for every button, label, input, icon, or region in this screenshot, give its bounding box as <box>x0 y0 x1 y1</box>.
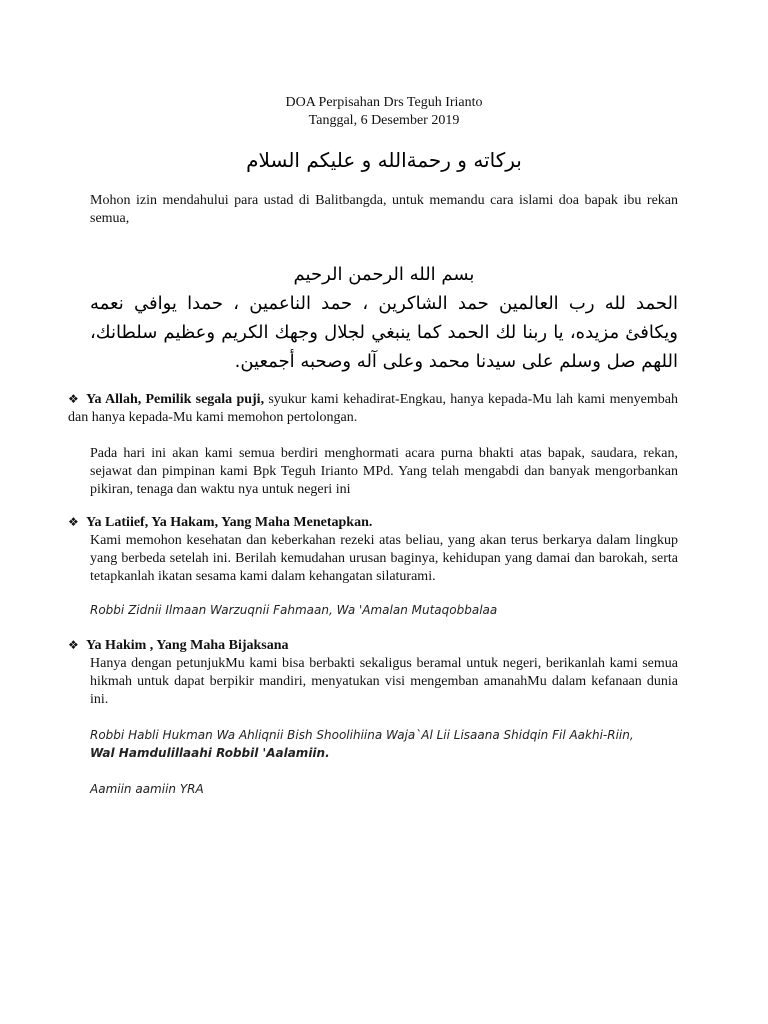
section-heading: Ya Latiief, Ya Hakam, Yang Maha Menetapkan. <box>86 515 373 530</box>
arabic-hamdalah: الحمد لله رب العالمين حمد الشاكرين ، حمد الناعمين ، حمدا يوافي نعمه ويكافئ مزيده، يا ربنا لك الحمد كما ينبغي لجلال وجهك الكريم وعظيم سلطانك، اللهم صل وسلم على سيدنا محمد وعلى آله وصحبه أجمعين. <box>90 293 678 372</box>
document-title: DOA Perpisahan Drs Teguh Irianto <box>285 95 483 110</box>
intro-paragraph: Mohon izin mendahului para ustad di Balitbangda, untuk memandu cara islami doa bapak ibu rekan semua, <box>90 193 678 226</box>
prayer-section-3 <box>68 636 678 709</box>
arabic-salam: بركاته و رحمةالله و عليكم السلام <box>246 148 522 172</box>
arabic-bismillah: بسم الله الرحمن الرحيم <box>293 264 475 285</box>
section-paragraph: Kami memohon kesehatan dan keberkahan rezeki atas beliau, yang akan terus berkarya dalam lingkup yang berbeda setelah ini. Berilah kemudahan urusan baginya, kehidupan yang damai dan barokah, serta tetapkanlah ikatan sesama kami dalam kehangatan silaturami. <box>90 533 678 584</box>
prayer-line: Robbi Zidnii Ilmaan Warzuqnii Fahmaan, Wa 'Amalan Mutaqobbalaa <box>90 603 498 617</box>
prayer-section-2 <box>68 513 678 586</box>
section-paragraph: Hanya dengan petunjukMu kami bisa berbakti sekaligus beramal untuk negeri, berikanlah kami semua hikmah untuk dapat berpikir mandiri, menyatukan visi mengemban amanahMu dalam kefanaan dunia ini. <box>90 656 678 707</box>
prayer-block <box>90 726 678 762</box>
section-heading-rest: syukur kami kehadirat-Engkau, hanya kepada-Mu lah kami menyembah dan hanya kepada-Mu kami memohon pertolongan. <box>68 392 678 425</box>
document-date: Tanggal, 6 Desember 2019 <box>308 113 460 128</box>
document-header <box>0 94 768 130</box>
diamond-bullet-icon: ❖ <box>68 515 79 529</box>
prayer-line-2: Wal Hamdulillaahi Robbil 'Aalamiin. <box>90 746 330 760</box>
prayer-section-1 <box>68 390 678 499</box>
diamond-bullet-icon: ❖ <box>68 638 79 652</box>
prayer-line-1: Robbi Habli Hukman Wa Ahliqnii Bish Shoolihiina Waja`Al Lii Lisaana Shidqin Fil Aakhi-Riin, <box>90 728 634 742</box>
section-heading: Ya Hakim , Yang Maha Bijaksana <box>86 638 289 653</box>
diamond-bullet-icon: ❖ <box>68 392 79 406</box>
section-heading: Ya Allah, Pemilik segala puji, <box>86 392 265 407</box>
closing-amin: Aamiin aamiin YRA <box>90 782 204 796</box>
section-paragraph: Pada hari ini akan kami semua berdiri menghormati acara purna bhakti atas bapak, saudara, rekan, sejawat dan pimpinan kami Bpk Teguh Irianto MPd. Yang telah mengabdi dan banyak mengorbankan pikiran, tenaga dan waktu nya untuk negeri ini <box>90 446 678 497</box>
